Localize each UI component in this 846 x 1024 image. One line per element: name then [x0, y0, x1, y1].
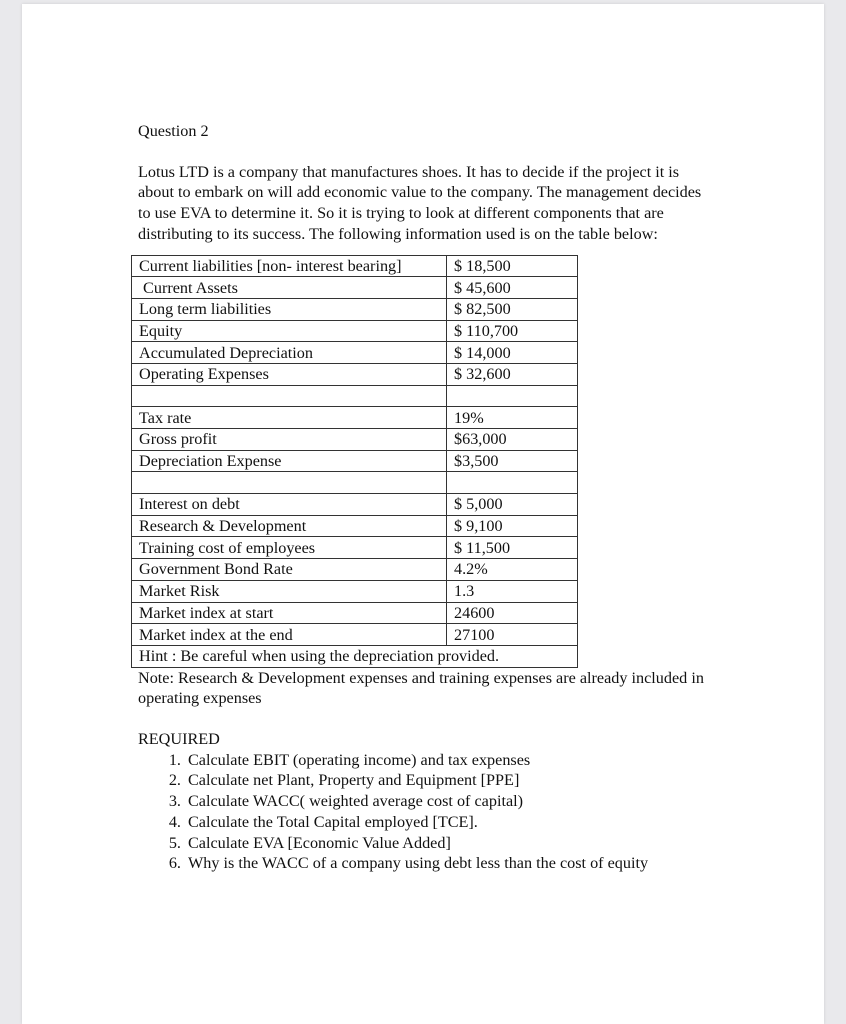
list-item: 1. Calculate EBIT (operating income) and tax expenses	[185, 750, 738, 771]
blank-cell	[447, 472, 578, 494]
table-row	[132, 537, 578, 559]
hint-row	[132, 645, 578, 667]
row-label: Research & Development	[132, 515, 447, 537]
blank-row	[132, 385, 578, 407]
blank-cell	[132, 385, 447, 407]
blank-row	[132, 472, 578, 494]
table-row	[132, 515, 578, 537]
table-row	[132, 602, 578, 624]
table-row	[132, 298, 578, 320]
list-item: 2. Calculate net Plant, Property and Equipment [PPE]	[185, 770, 738, 791]
row-label: Gross profit	[132, 429, 447, 451]
row-value: $ 45,600	[447, 277, 578, 299]
note-paragraph: Note: Research & Development expenses and training expenses are already included in operating expenses	[138, 668, 704, 708]
hint-cell: Hint : Be careful when using the depreciation provided.	[132, 645, 578, 667]
row-label: Depreciation Expense	[132, 450, 447, 472]
row-label: Government Bond Rate	[132, 559, 447, 581]
row-value: $63,000	[447, 429, 578, 451]
required-list	[138, 750, 738, 874]
row-value: $ 110,700	[447, 320, 578, 342]
table-row	[132, 559, 578, 581]
table-row	[132, 277, 578, 299]
row-label: Accumulated Depreciation	[132, 342, 447, 364]
row-value: $ 82,500	[447, 298, 578, 320]
list-item: 3. Calculate WACC( weighted average cost of capital)	[185, 791, 738, 812]
table-row	[132, 320, 578, 342]
row-label: Interest on debt	[132, 494, 447, 516]
intro-paragraph: Lotus LTD is a company that manufactures shoes. It has to decide if the project it is about to embark on will add economic value to the company. The management decides to use EVA to determine it. So it is trying to look at different components that are distributing to its success. The following information used is on the table below:	[138, 162, 702, 243]
table-row	[132, 342, 578, 364]
row-value: 27100	[447, 624, 578, 646]
table-row	[132, 255, 578, 277]
row-label: Training cost of employees	[132, 537, 447, 559]
list-item: 5. Calculate EVA [Economic Value Added]	[185, 833, 738, 854]
row-value: $ 11,500	[447, 537, 578, 559]
row-label: Market index at the end	[132, 624, 447, 646]
document-page	[22, 4, 824, 1024]
row-label: Tax rate	[132, 407, 447, 429]
list-item: 4. Calculate the Total Capital employed [TCE].	[185, 812, 738, 833]
row-label: Current liabilities [non- interest bearing]	[132, 255, 447, 277]
row-value: 4.2%	[447, 559, 578, 581]
table-row	[132, 624, 578, 646]
table-row	[132, 363, 578, 385]
blank-cell	[447, 385, 578, 407]
question-title: Question 2	[138, 122, 209, 140]
row-value: $ 9,100	[447, 515, 578, 537]
row-label: Operating Expenses	[132, 363, 447, 385]
table-row	[132, 450, 578, 472]
blank-cell	[132, 472, 447, 494]
table-row	[132, 429, 578, 451]
row-value: 24600	[447, 602, 578, 624]
row-value: $3,500	[447, 450, 578, 472]
financial-data-table	[131, 255, 578, 668]
table-row	[132, 494, 578, 516]
document-content	[138, 121, 738, 874]
row-value: $ 18,500	[447, 255, 578, 277]
row-label: Market Risk	[132, 580, 447, 602]
row-value: $ 32,600	[447, 363, 578, 385]
row-label: Current Assets	[132, 277, 447, 299]
row-label: Market index at start	[132, 602, 447, 624]
row-label: Equity	[132, 320, 447, 342]
row-value: 1.3	[447, 580, 578, 602]
row-value: 19%	[447, 407, 578, 429]
row-label: Long term liabilities	[132, 298, 447, 320]
list-item: 6. Why is the WACC of a company using debt less than the cost of equity	[185, 853, 668, 874]
table-row	[132, 580, 578, 602]
row-value: $ 5,000	[447, 494, 578, 516]
row-value: $ 14,000	[447, 342, 578, 364]
required-title: REQUIRED	[138, 729, 220, 748]
table-row	[132, 407, 578, 429]
